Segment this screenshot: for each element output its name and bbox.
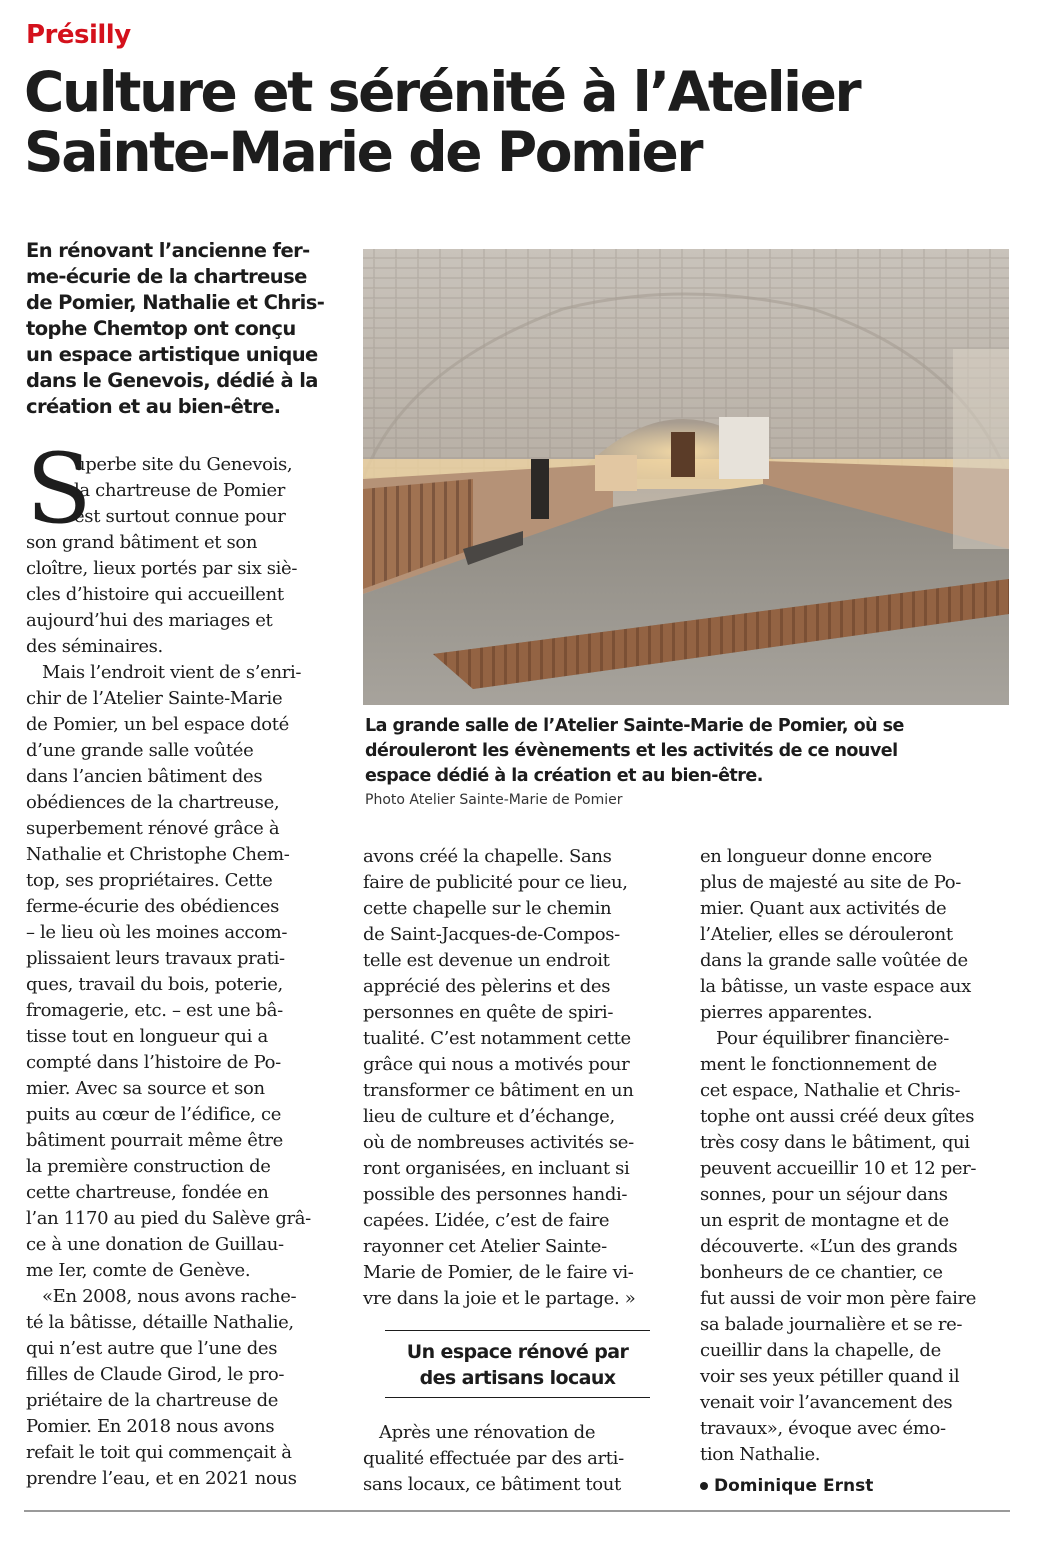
text-line: priétaire de la chartreuse de [26,1390,279,1411]
text-line: des séminaires. [26,636,163,657]
text-line: la chartreuse de Pomier [74,480,286,501]
text-line: avons créé la chapelle. Sans [363,846,612,867]
text-line: – le lieu où les moines accom- [26,922,288,943]
text-line: Pomier. En 2018 nous avons [26,1416,275,1437]
text-line: «En 2008, nous avons rache- [42,1286,297,1307]
text-line: chir de l’Atelier Sainte-Marie [26,688,283,709]
section-subhead [385,1330,650,1398]
text-line: mier. Quant aux activités de [700,898,947,919]
text-line: cloître, lieux portés par six siè- [26,558,298,579]
text-line: filles de Claude Girod, le pro- [26,1364,285,1385]
text-line: obédiences de la chartreuse, [26,792,280,813]
text-line: rayonner cet Atelier Sainte- [363,1236,607,1257]
headline-line: Sainte-Marie de Pomier [24,120,702,184]
text-line: cette chapelle sur le chemin [363,898,612,919]
text-line: tualité. C’est notamment cette [363,1028,631,1049]
lede-line: tophe Chemtop ont conçu [26,317,296,340]
text-line: cles d’histoire qui accueillent [26,584,284,605]
text-line: me Ier, comte de Genève. [26,1260,251,1281]
text-line: qui n’est autre que l’une des [26,1338,278,1359]
text-line: cueillir dans la chapelle, de [700,1340,941,1361]
text-line: telle est devenue un endroit [363,950,610,971]
subhead-line: Un espace rénové par [406,1341,629,1363]
text-line: Après une rénovation de [379,1422,596,1443]
text-line: ront organisées, en incluant si [363,1158,630,1179]
text-line: faire de publicité pour ce lieu, [363,872,628,893]
drop-cap: S [26,433,92,545]
text-line: tisse tout en longueur qui a [26,1026,268,1047]
headline [24,62,1014,182]
text-line: ques, travail du bois, poterie, [26,974,283,995]
photo-vaulted-hall [363,249,1009,705]
text-line: transformer ce bâtiment en un [363,1080,634,1101]
text-line: sa balade journalière et se re- [700,1314,963,1335]
kicker-location: Présilly [26,20,131,50]
text-line: la bâtisse, un vaste espace aux [700,976,971,997]
text-line: Pour équilibrer financière- [716,1028,949,1049]
text-line: bâtiment pourrait même être [26,1130,283,1151]
author-name: Dominique Ernst [714,1476,874,1496]
text-line: refait le toit qui commençait à [26,1442,292,1463]
text-line: un esprit de montagne et de [700,1210,949,1231]
text-line: dans l’ancien bâtiment des [26,766,263,787]
body-column-2 [363,844,673,1312]
text-line: cet espace, Nathalie et Chris- [700,1080,961,1101]
lede-line: dans le Genevois, dédié à la [26,369,318,392]
text-line: l’Atelier, elles se dérouleront [700,924,953,945]
photo-vaulted-hall-drawing [363,249,1009,705]
text-line: son grand bâtiment et son [26,532,258,553]
subhead-line: des artisans locaux [419,1367,616,1389]
text-line: la première construction de [26,1156,271,1177]
text-line: puits au cœur de l’édifice, ce [26,1104,282,1125]
text-line: vre dans la joie et le partage. » [363,1288,636,1309]
text-line: sans locaux, ce bâtiment tout [363,1474,621,1495]
text-line: fromagerie, etc. – est une bâ- [26,1000,283,1021]
caption-line: La grande salle de l’Atelier Sainte-Marie de Pomier, où se [365,716,904,736]
text-line: apprécié des pèlerins et des [363,976,611,997]
text-line: est surtout connue pour [74,506,286,527]
text-line: qualité effectuée par des arti- [363,1448,624,1469]
bottom-rule [24,1510,1010,1512]
text-line: Marie de Pomier, de le faire vi- [363,1262,634,1283]
text-line: peuvent accueillir 10 et 12 per- [700,1158,977,1179]
lede-line: me-écurie de la chartreuse [26,265,307,288]
text-line: bonheurs de ce chantier, ce [700,1262,943,1283]
text-line: cette chartreuse, fondée en [26,1182,269,1203]
text-line: très cosy dans le bâtiment, qui [700,1132,970,1153]
text-line: où de nombreuses activités se- [363,1132,634,1153]
body-column-1 [26,452,342,1492]
text-line: ce à une donation de Guillau- [26,1234,284,1255]
author-byline [700,1476,873,1496]
text-line: ferme-écurie des obédiences [26,896,279,917]
text-line: personnes en quête de spiri- [363,1002,614,1023]
text-line: lieu de culture et d’échange, [363,1106,615,1127]
text-line: Nathalie et Christophe Chem- [26,844,290,865]
text-line: pierres apparentes. [700,1002,873,1023]
text-line: uperbe site du Genevois, [74,454,293,475]
text-line: ment le fonctionnement de [700,1054,937,1075]
text-line: mier. Avec sa source et son [26,1078,265,1099]
text-line: voir ses yeux pétiller quand il [700,1366,960,1387]
text-line: de Pomier, un bel espace doté [26,714,289,735]
text-line: d’une grande salle voûtée [26,740,254,761]
text-line: tion Nathalie. [700,1444,821,1465]
lede-line: création et au bien-être. [26,395,281,418]
lede-paragraph [26,238,346,420]
text-line: l’an 1170 au pied du Salève grâ- [26,1208,311,1229]
text-line: fut aussi de voir mon père faire [700,1288,977,1309]
text-line: découverte. «L’un des grands [700,1236,958,1257]
lede-line: En rénovant l’ancienne fer- [26,239,310,262]
caption-line: dérouleront les évènements et les activités de ce nouvel [365,741,898,761]
text-line: de Saint-Jacques-de-Compos- [363,924,620,945]
photo-caption [365,714,1011,789]
bullet-icon [700,1482,708,1490]
caption-line: espace dédié à la création et au bien-être. [365,766,763,786]
text-line: travaux», évoque avec émo- [700,1418,946,1439]
body-column-2-continued [363,1420,673,1498]
text-line: aujourd’hui des mariages et [26,610,273,631]
text-line: prendre l’eau, et en 2021 nous [26,1468,297,1489]
text-line: dans la grande salle voûtée de [700,950,968,971]
text-line: possible des personnes handi- [363,1184,628,1205]
text-line: plissaient leurs travaux prati- [26,948,285,969]
text-line: Mais l’endroit vient de s’enri- [42,662,302,683]
headline-line: Culture et sérénité à l’Atelier [24,60,860,124]
text-line: venait voir l’avancement des [700,1392,953,1413]
lede-line: de Pomier, Nathalie et Chris- [26,291,325,314]
photo-credit: Photo Atelier Sainte-Marie de Pomier [365,792,623,808]
text-line: tophe ont aussi créé deux gîtes [700,1106,975,1127]
text-line: compté dans l’histoire de Po- [26,1052,281,1073]
text-line: top, ses propriétaires. Cette [26,870,273,891]
text-line: plus de majesté au site de Po- [700,872,961,893]
text-line: superbement rénové grâce à [26,818,280,839]
text-line: capées. L’idée, c’est de faire [363,1210,610,1231]
lede-line: un espace artistique unique [26,343,318,366]
body-column-3 [700,844,1014,1468]
text-line: en longueur donne encore [700,846,932,867]
text-line: grâce qui nous a motivés pour [363,1054,630,1075]
text-line: sonnes, pour un séjour dans [700,1184,948,1205]
text-line: té la bâtisse, détaille Nathalie, [26,1312,294,1333]
